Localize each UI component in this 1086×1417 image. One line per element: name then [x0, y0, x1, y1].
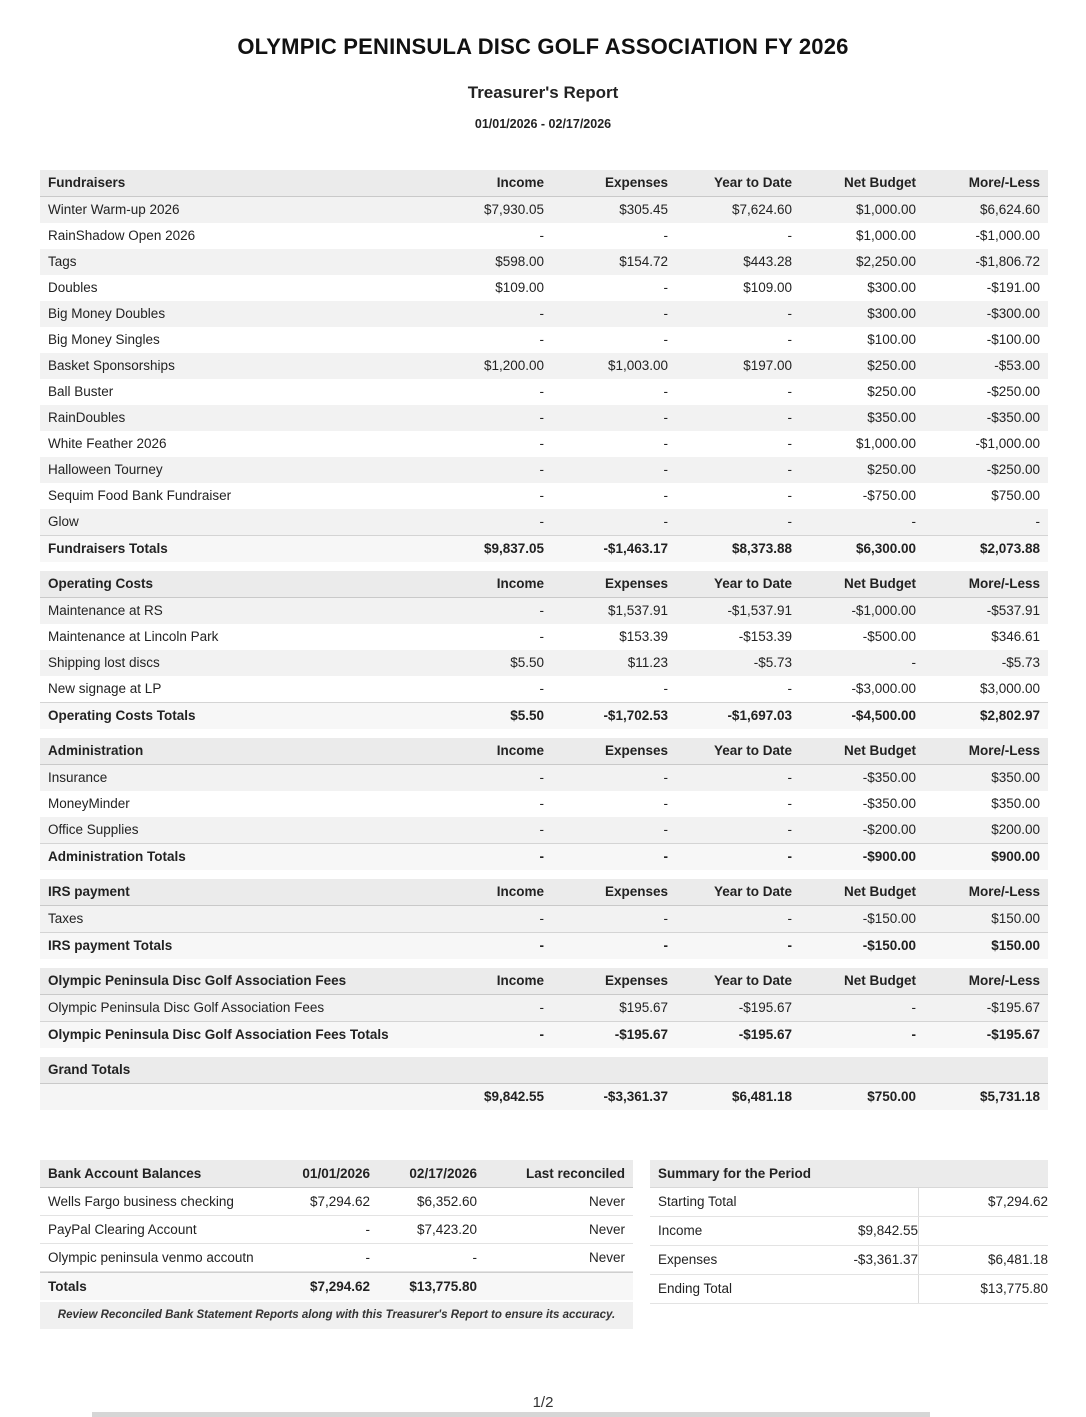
totals-value: $2,073.88: [979, 541, 1040, 556]
summary-mid-value: [796, 1188, 918, 1216]
row-value: -: [787, 770, 792, 785]
row-value: -: [787, 796, 792, 811]
grand-totals-value: $6,481.18: [731, 1089, 792, 1104]
bank-totals-value: $13,775.80: [409, 1279, 477, 1294]
row-value: $1,000.00: [855, 436, 916, 451]
totals-value: $8,373.88: [731, 541, 792, 556]
row-value: -: [663, 384, 668, 399]
row-label: RainShadow Open 2026: [48, 228, 196, 243]
row-value: -: [539, 488, 544, 503]
row-value: -: [787, 462, 792, 477]
row-value: $1,537.91: [607, 603, 668, 618]
row-value: $1,000.00: [855, 228, 916, 243]
reconciliation-note: Review Reconciled Bank Statement Reports along with this Treasurer's Report to ensure its accuracy.: [40, 1302, 633, 1329]
summary-row: [650, 1188, 1048, 1217]
table-row: [40, 676, 1048, 702]
row-label: Ball Buster: [48, 384, 114, 399]
section-gap: [40, 729, 1048, 738]
row-value: -: [663, 822, 668, 837]
row-label: Olympic Peninsula Disc Golf Association Fees: [48, 1000, 325, 1015]
row-label: Winter Warm-up 2026: [48, 202, 180, 217]
column-header: More/-Less: [968, 884, 1040, 899]
column-header: Expenses: [604, 743, 668, 758]
section-gap: [40, 870, 1048, 879]
bank-totals-value: [477, 1273, 625, 1300]
totals-label: Fundraisers Totals: [48, 541, 168, 556]
row-value: $153.39: [619, 629, 668, 644]
totals-value: -$900.00: [862, 849, 916, 864]
grand-totals-value: -$3,361.37: [603, 1089, 668, 1104]
totals-label: Administration Totals: [48, 849, 186, 864]
bank-account-value: -: [472, 1250, 477, 1265]
totals-value: -: [539, 1027, 544, 1042]
row-value: -: [539, 770, 544, 785]
table-row: [40, 598, 1048, 624]
row-value: -$300.00: [986, 306, 1040, 321]
row-value: -: [539, 681, 544, 696]
row-value: $1,000.00: [855, 202, 916, 217]
row-label: Insurance: [48, 770, 108, 785]
bank-account-value: $6,352.60: [416, 1194, 477, 1209]
totals-value: $2,802.97: [979, 708, 1040, 723]
report-period: 01/01/2026 - 02/17/2026: [474, 117, 612, 131]
bank-row: [40, 1216, 633, 1244]
row-value: -$200.00: [862, 822, 916, 837]
page-separator-bar: [92, 1412, 930, 1417]
totals-value: -$195.67: [738, 1027, 792, 1042]
row-value: -: [539, 410, 544, 425]
row-value: $598.00: [495, 254, 544, 269]
section-totals-row: [40, 843, 1048, 870]
totals-value: -: [663, 849, 668, 864]
summary-row: [650, 1217, 1048, 1246]
row-value: -: [539, 822, 544, 837]
row-value: -: [539, 436, 544, 451]
row-value: -: [663, 796, 668, 811]
row-value: $250.00: [867, 462, 916, 477]
row-value: $250.00: [867, 384, 916, 399]
row-value: $250.00: [867, 358, 916, 373]
row-value: -: [539, 603, 544, 618]
row-value: -: [663, 462, 668, 477]
column-header: Expenses: [604, 973, 668, 988]
section-gap: [40, 562, 1048, 571]
summary-label: Starting Total: [658, 1194, 737, 1209]
totals-value: -: [539, 849, 544, 864]
row-value: $350.00: [867, 410, 916, 425]
section-title: IRS payment: [48, 884, 130, 899]
row-value: -: [539, 306, 544, 321]
column-header: More/-Less: [968, 973, 1040, 988]
row-value: -$195.67: [986, 1000, 1040, 1015]
bank-account-value: Never: [588, 1222, 625, 1237]
row-value: -: [787, 681, 792, 696]
row-value: -$250.00: [986, 462, 1040, 477]
empty-header-cell: [668, 1057, 792, 1083]
section-header: [40, 738, 1048, 765]
report-header: [0, 0, 1086, 131]
summary-right-value: $7,294.62: [918, 1188, 1048, 1216]
budget-table: [40, 170, 1048, 1110]
row-value: -$350.00: [862, 796, 916, 811]
table-row: [40, 249, 1048, 275]
section-title: Administration: [48, 743, 144, 758]
row-value: -$191.00: [986, 280, 1040, 295]
row-label: Big Money Doubles: [48, 306, 166, 321]
row-value: -$1,000.00: [975, 228, 1040, 243]
totals-label: Operating Costs Totals: [48, 708, 196, 723]
row-value: -$5.73: [1001, 655, 1040, 670]
row-label: Big Money Singles: [48, 332, 160, 347]
row-value: $350.00: [991, 796, 1040, 811]
row-value: -: [787, 436, 792, 451]
totals-value: -$150.00: [862, 938, 916, 953]
totals-value: $6,300.00: [855, 541, 916, 556]
row-value: -: [787, 384, 792, 399]
bank-account-value: $7,423.20: [416, 1222, 477, 1237]
summary-right-value: [918, 1217, 1048, 1245]
row-label: Tags: [48, 254, 77, 269]
column-header: Income: [496, 175, 544, 190]
row-value: -: [539, 462, 544, 477]
section-title: Olympic Peninsula Disc Golf Association Fees: [48, 973, 347, 988]
bank-account-value: $7,294.62: [309, 1194, 370, 1209]
row-label: Office Supplies: [48, 822, 139, 837]
totals-value: -: [911, 1027, 916, 1042]
summary-mid-value: $9,842.55: [857, 1223, 918, 1238]
totals-value: -$4,500.00: [851, 708, 916, 723]
bank-totals-label: Totals: [48, 1279, 87, 1294]
column-header: Expenses: [604, 175, 668, 190]
row-value: $11.23: [627, 655, 668, 670]
bank-totals-value: $7,294.62: [309, 1279, 370, 1294]
row-value: -$153.39: [738, 629, 792, 644]
column-header: Income: [496, 576, 544, 591]
row-value: -: [539, 629, 544, 644]
bank-table-header: [40, 1160, 633, 1188]
row-value: -: [663, 306, 668, 321]
row-label: RainDoubles: [48, 410, 126, 425]
row-label: New signage at LP: [48, 681, 162, 696]
column-header: Expenses: [604, 576, 668, 591]
totals-value: -$1,702.53: [603, 708, 668, 723]
summary-title: Summary for the Period: [650, 1160, 1048, 1188]
row-value: $197.00: [743, 358, 792, 373]
report-subtitle: Treasurer's Report: [467, 83, 619, 102]
table-row: [40, 765, 1048, 791]
row-value: -: [539, 911, 544, 926]
row-label: Halloween Tourney: [48, 462, 163, 477]
row-value: -$350.00: [986, 410, 1040, 425]
bank-account-value: Never: [588, 1250, 625, 1265]
row-value: -: [787, 514, 792, 529]
row-value: $300.00: [867, 280, 916, 295]
row-value: $200.00: [991, 822, 1040, 837]
row-value: -$195.67: [738, 1000, 792, 1015]
table-row: [40, 906, 1048, 932]
row-value: $750.00: [991, 488, 1040, 503]
section-title: Fundraisers: [48, 175, 126, 190]
table-row: [40, 275, 1048, 301]
column-header: Year to Date: [713, 743, 792, 758]
column-header: Income: [496, 973, 544, 988]
bank-account-value: -: [365, 1222, 370, 1237]
row-value: -: [663, 488, 668, 503]
row-value: -: [787, 822, 792, 837]
row-value: -: [539, 1000, 544, 1015]
grand-totals-title: Grand Totals: [48, 1062, 131, 1077]
column-header: Year to Date: [713, 175, 792, 190]
empty-header-cell: [420, 1057, 544, 1083]
column-header: Net Budget: [844, 884, 916, 899]
table-row: [40, 650, 1048, 676]
totals-value: $9,837.05: [483, 541, 544, 556]
column-header: Year to Date: [713, 973, 792, 988]
row-value: -: [663, 332, 668, 347]
section-gap: [40, 1048, 1048, 1057]
table-row: [40, 197, 1048, 223]
row-value: -: [787, 332, 792, 347]
row-label: Sequim Food Bank Fundraiser: [48, 488, 232, 503]
row-value: -: [663, 911, 668, 926]
row-value: -: [911, 514, 916, 529]
row-value: -$53.00: [994, 358, 1040, 373]
row-value: -$1,537.91: [727, 603, 792, 618]
summary-label: Income: [658, 1223, 703, 1238]
row-value: -: [911, 655, 916, 670]
bank-account-value: Never: [588, 1194, 625, 1209]
column-header: Net Budget: [844, 973, 916, 988]
totals-label: IRS payment Totals: [48, 938, 173, 953]
row-value: -: [787, 911, 792, 926]
bank-row: [40, 1244, 633, 1272]
section-header: [40, 571, 1048, 598]
row-value: -$750.00: [862, 488, 916, 503]
row-value: $350.00: [991, 770, 1040, 785]
row-label: Maintenance at Lincoln Park: [48, 629, 219, 644]
row-value: $3,000.00: [979, 681, 1040, 696]
row-value: $150.00: [991, 911, 1040, 926]
section-header: [40, 170, 1048, 197]
row-value: $1,200.00: [483, 358, 544, 373]
row-label: Glow: [48, 514, 79, 529]
row-value: $2,250.00: [855, 254, 916, 269]
column-header: Net Budget: [844, 576, 916, 591]
section-totals-row: [40, 1021, 1048, 1048]
section-header: [40, 968, 1048, 995]
row-value: -: [787, 306, 792, 321]
totals-value: -$1,697.03: [727, 708, 792, 723]
bank-account-label: Wells Fargo business checking: [48, 1194, 234, 1209]
table-row: [40, 624, 1048, 650]
row-value: $300.00: [867, 306, 916, 321]
summary-right-value: $13,775.80: [918, 1275, 1048, 1303]
totals-value: -$1,463.17: [603, 541, 668, 556]
row-value: -: [787, 228, 792, 243]
totals-value: $900.00: [991, 849, 1040, 864]
row-value: -$1,000.00: [975, 436, 1040, 451]
table-row: [40, 223, 1048, 249]
summary-label: Expenses: [658, 1252, 718, 1267]
row-value: -: [539, 384, 544, 399]
grand-totals-header: [40, 1057, 1048, 1084]
page-title: OLYMPIC PENINSULA DISC GOLF ASSOCIATION FY 2026: [237, 34, 849, 59]
bank-account-value: -: [365, 1250, 370, 1265]
grand-totals-row: [40, 1084, 1048, 1110]
column-header: Expenses: [604, 884, 668, 899]
row-value: $346.61: [991, 629, 1040, 644]
totals-value: -: [539, 938, 544, 953]
row-value: -: [663, 280, 668, 295]
row-value: $109.00: [743, 280, 792, 295]
column-header: More/-Less: [968, 576, 1040, 591]
totals-value: -: [787, 938, 792, 953]
page-number: 1/2: [532, 1394, 554, 1411]
table-row: [40, 353, 1048, 379]
row-value: $100.00: [867, 332, 916, 347]
row-value: -: [663, 436, 668, 451]
row-value: $305.45: [619, 202, 668, 217]
totals-value: -$195.67: [614, 1027, 668, 1042]
column-header: Net Budget: [844, 175, 916, 190]
empty-header-cell: [792, 1057, 916, 1083]
totals-value: $5.50: [510, 708, 544, 723]
row-value: -$150.00: [862, 911, 916, 926]
bank-column-header: 02/17/2026: [409, 1166, 477, 1181]
row-value: -$250.00: [986, 384, 1040, 399]
row-value: $443.28: [743, 254, 792, 269]
table-row: [40, 431, 1048, 457]
column-header: Income: [496, 743, 544, 758]
row-value: -: [663, 228, 668, 243]
row-value: $1,003.00: [607, 358, 668, 373]
grand-totals-value: $750.00: [867, 1089, 916, 1104]
bank-table-title: Bank Account Balances: [48, 1166, 202, 1181]
row-value: -: [539, 228, 544, 243]
row-value: -: [539, 796, 544, 811]
table-row: [40, 817, 1048, 843]
row-value: -: [539, 514, 544, 529]
summary-row: [650, 1246, 1048, 1275]
bank-account-balances-table: [40, 1160, 633, 1329]
table-row: [40, 327, 1048, 353]
bank-column-header: Last reconciled: [525, 1166, 625, 1181]
row-value: -$100.00: [986, 332, 1040, 347]
column-header: Net Budget: [844, 743, 916, 758]
column-header: Income: [496, 884, 544, 899]
table-row: [40, 301, 1048, 327]
row-value: $109.00: [495, 280, 544, 295]
row-value: -$500.00: [862, 629, 916, 644]
row-value: -: [663, 681, 668, 696]
row-value: -$1,806.72: [975, 254, 1040, 269]
summary-row: [650, 1275, 1048, 1304]
row-value: $7,624.60: [731, 202, 792, 217]
row-value: -: [663, 770, 668, 785]
period-summary-table: [650, 1160, 1048, 1304]
summary-mid-value: -$3,361.37: [853, 1252, 918, 1267]
table-row: [40, 509, 1048, 535]
section-title: Operating Costs: [48, 576, 154, 591]
summary-label: Ending Total: [658, 1281, 733, 1296]
totals-value: -: [663, 938, 668, 953]
table-row: [40, 457, 1048, 483]
bank-row: [40, 1188, 633, 1216]
grand-totals-empty-label: [48, 1084, 420, 1110]
column-header: Year to Date: [713, 576, 792, 591]
totals-value: -: [787, 849, 792, 864]
row-value: -$537.91: [986, 603, 1040, 618]
totals-label: Olympic Peninsula Disc Golf Association Fees Totals: [48, 1027, 389, 1042]
bank-account-label: Olympic peninsula venmo accoutn: [48, 1250, 254, 1265]
row-value: -: [539, 332, 544, 347]
table-row: [40, 379, 1048, 405]
grand-totals-value: $9,842.55: [483, 1089, 544, 1104]
section-header: [40, 879, 1048, 906]
row-value: $6,624.60: [979, 202, 1040, 217]
grand-totals-value: $5,731.18: [979, 1089, 1040, 1104]
section-totals-row: [40, 932, 1048, 959]
column-header: Year to Date: [713, 884, 792, 899]
section-gap: [40, 959, 1048, 968]
row-value: $154.72: [619, 254, 668, 269]
row-value: -: [787, 488, 792, 503]
totals-value: -$195.67: [986, 1027, 1040, 1042]
empty-header-cell: [544, 1057, 668, 1083]
bank-account-label: PayPal Clearing Account: [48, 1222, 197, 1237]
row-label: Basket Sponsorships: [48, 358, 175, 373]
row-value: -$1,000.00: [851, 603, 916, 618]
row-value: -: [663, 514, 668, 529]
row-value: $195.67: [619, 1000, 668, 1015]
row-label: Taxes: [48, 911, 84, 926]
row-value: -: [911, 1000, 916, 1015]
row-value: -: [787, 410, 792, 425]
summary-mid-value: [796, 1275, 918, 1303]
section-totals-row: [40, 702, 1048, 729]
totals-value: $150.00: [991, 938, 1040, 953]
row-label: Maintenance at RS: [48, 603, 163, 618]
table-row: [40, 483, 1048, 509]
row-label: Doubles: [48, 280, 98, 295]
row-value: -$3,000.00: [851, 681, 916, 696]
row-value: -: [1035, 514, 1040, 529]
row-value: $7,930.05: [483, 202, 544, 217]
table-row: [40, 995, 1048, 1021]
row-label: MoneyMinder: [48, 796, 130, 811]
table-row: [40, 791, 1048, 817]
row-label: White Feather 2026: [48, 436, 167, 451]
column-header: More/-Less: [968, 743, 1040, 758]
row-value: $5.50: [510, 655, 544, 670]
row-value: -$350.00: [862, 770, 916, 785]
section-totals-row: [40, 535, 1048, 562]
summary-right-value: $6,481.18: [918, 1246, 1048, 1274]
bank-column-header: 01/01/2026: [302, 1166, 370, 1181]
row-value: -$5.73: [753, 655, 792, 670]
row-value: -: [663, 410, 668, 425]
row-label: Shipping lost discs: [48, 655, 160, 670]
bank-totals-row: [40, 1272, 633, 1300]
empty-header-cell: [916, 1057, 1040, 1083]
column-header: More/-Less: [968, 175, 1040, 190]
table-row: [40, 405, 1048, 431]
